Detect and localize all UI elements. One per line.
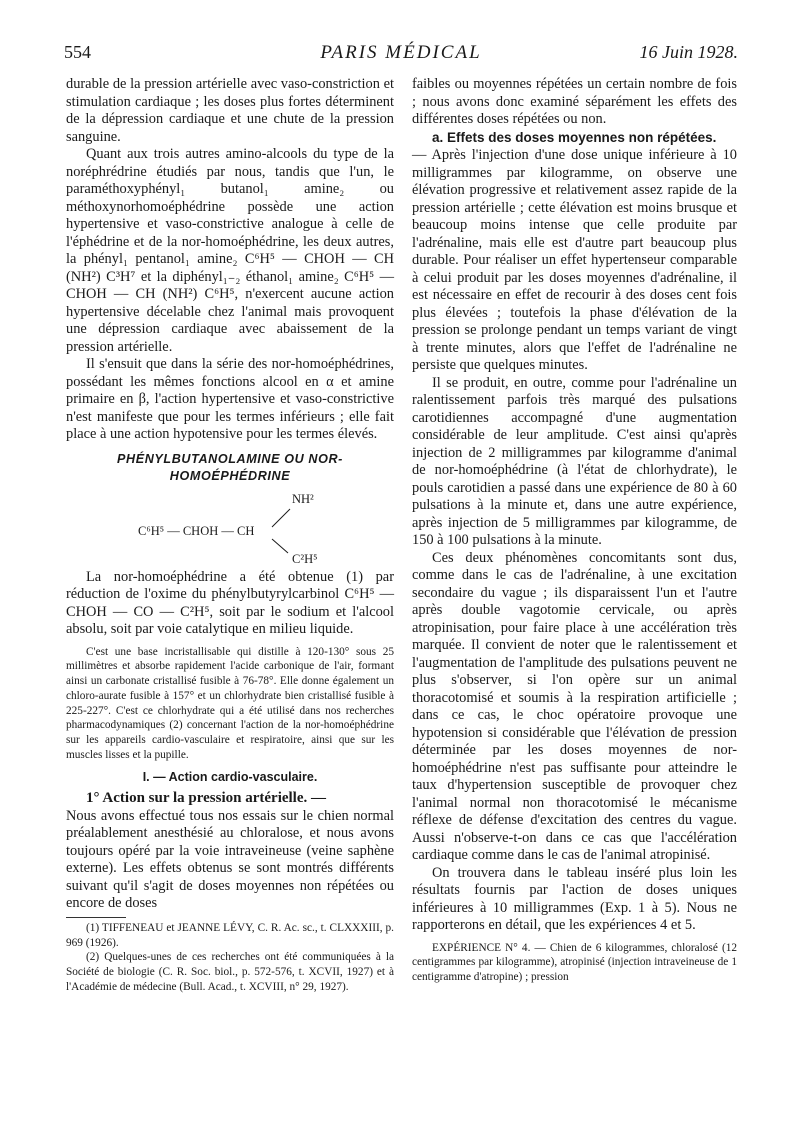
paragraph: Il se produit, en outre, comme pour l'adrénaline un ralentissement parfois très marqué des pulsations carotidiennes accompagné d'une augmentation considérable de leur amplitude. C'est ainsi qu'après injection de 2 milligrammes par kilogramme d'animal de nor-homoéphédrine (à l'état de chlorhydrate), le pouls carotidien a passé dans une expérience de 80 à 60 pulsations à la minute et, dans une autre expérience, après injection de 5 milligrammes par kilogramme, de 150 à 100 pulsations à la minute. bbox=[412, 374, 737, 548]
paragraph: Nous avons effectué tous nos essais sur le chien normal préalablement anesthésié au chloralose, et nous avons toujours opéré par la voie intraveineuse (veine saphène externe). Les effets obtenus se sont montrés différents suivant qu'il s'agit de doses moyennes non répétées ou encore de doses bbox=[66, 807, 394, 912]
left-column bbox=[66, 76, 394, 995]
journal-title: PARIS MÉDICAL bbox=[320, 42, 482, 63]
paragraph: Ces deux phénomènes concomitants sont dus, comme dans le cas de l'adrénaline, à une excitation secondaire du vague ; ils disparaissent l'un et l'autre après double vagotomie cervicale, ou après atropinisation, pour faire place à une accélération très marquée. Il convient de noter que le ralentissement et l'augmentation de l'amplitude des pulsations peuvent ne plus s'observer, si l'on opère sur un animal thoracotomisé et soumis à la respiration artificielle ; dans ce cas, le choc opératoire provoque une hypotension si considérable que l'élévation de pression déterminée par les doses moyennes de nor-homoéphédrine n'est pas suffisante pour atteindre le taux d'hypertension susceptible de provoquer chez l'animal normal non thoracotomisé le mécanisme réflexe de défense d'excitation des centres du vague. Aussi n'observe-t-on dans ce cas que l'accélération cardiaque comme dans le cas de l'animal atropinisé. bbox=[412, 549, 737, 863]
subsection-heading: a. Effets des doses moyennes non répétées. bbox=[432, 129, 717, 145]
paragraph: Quant aux trois autres amino-alcools du type de la noréphrédrine étudiés par nous, tandis que l'un, le paraméthoxyphényl₁ butanol₁ amine₂ ou méthoxynorhomoéphédrine possède une action hypertensive et vaso-constrictive analogue à celle de l'éphédrine et de la nor-homoéphédrine, les deux autres, la phényl₁ pentanol₁ amine₂ C⁶H⁵ — CHOH — CH (NH²) C³H⁷ et la diphényl₁₋₂ éthanol₁ amine₂ C⁶H⁵ — CHOH — CH (NH²) C⁶H⁵, n'exercent aucune action hypertensive décelable chez l'animal mais provoquent une dépression cardiaque avec abaissement de la pression artérielle. bbox=[66, 146, 394, 355]
chemical-formula bbox=[66, 487, 394, 569]
formula-amine-group: NH² bbox=[292, 491, 314, 506]
right-column bbox=[412, 76, 737, 985]
paragraph: — Après l'injection d'une dose unique inférieure à 10 milligrammes par kilogramme, on observe une élévation progressive et relativement assez rapide de la pression artérielle ; cette élévation est moins brusque et beaucoup moins intense que celle produite par l'adrénaline, mais elle est d'autre part beaucoup plus durable. Pour réaliser un effet hypertenseur comparable à celui produit par les doses moyennes d'adrénaline, il est nécessaire en effet de recourir à des doses cent fois plus élevées ; toutefois la phase d'élévation de la pression se prolonge pendant un temps variant de vingt à trente minutes, alors que l'effet de l'adrénaline ne persiste que quelques minutes. bbox=[412, 147, 737, 373]
page-number: 554 bbox=[64, 42, 91, 62]
footnote: (1) TIFFENEAU et JEANNE LÉVY, C. R. Ac. sc., t. CLXXXIII, p. 969 (1926). bbox=[66, 921, 394, 949]
footnote-divider bbox=[66, 917, 126, 918]
small-print-paragraph: C'est une base incristallisable qui distille à 120-130° sous 25 millimètres et absorbe rapidement l'acide carbonique de l'air, formant ainsi un carbonate cristallisé fusible à 76-78°. Elle donne également un chloro-aurate fusible à 157° et un chlorhydrate bien cristallisé fusible à 225-227°. C'est ce chlorhydrate qui a été utilisé dans nos recherches pharmacodynamiques (2) concernant l'action de la nor-homoéphédrine sur les appareils cardio-vasculaire et respiratoire, ainsi que sur les muscles lisses et la pupille. bbox=[66, 645, 394, 762]
formula-ethyl-group: C²H⁵ bbox=[292, 551, 318, 566]
experiment-note: EXPÉRIENCE N° 4. — Chien de 6 kilogrammes, chloralosé (12 centigrammes par kilogramme), atropinisé (injection intraveineuse de 1 centigramme d'atropine) ; pression bbox=[412, 941, 737, 984]
section-title: PHÉNYLBUTANOLAMINE OU NOR-HOMOÉPHÉDRINE bbox=[117, 451, 343, 483]
paragraph: La nor-homoéphédrine a été obtenue (1) par réduction de l'oxime du phénylbutyrylcarbinol C⁶H⁵ — CHOH — CO — C²H⁵, soit par le sodium et l'alcool absolu, soit par voie catalytique en milieu liquide. bbox=[66, 568, 394, 637]
formula-main-chain: C⁶H⁵ — CHOH — CH bbox=[138, 523, 255, 538]
paragraph: On trouvera dans le tableau inséré plus loin les résultats fournis par l'action de doses uniques inférieures à 10 milligrammes (Exp. 1 à 5). Nous ne rapporterons en détail, que les expériences 4 et 5. bbox=[412, 864, 737, 933]
subsection-heading: 1° Action sur la pression artérielle. — bbox=[86, 790, 327, 807]
paragraph: Il s'ensuit que dans la série des nor-homoéphédrines, possédant les mêmes fonctions alcool en α et amine primaire en β, l'action hypertensive et vaso-constrictive n'est manifeste que pour les termes inférieurs ; elle fait place à une action hypotensive pour les termes élevés. bbox=[66, 356, 394, 442]
paragraph: durable de la pression artérielle avec vaso-constriction et stimulation cardiaque ; les doses plus fortes déterminent de la dépression cardiaque et une chute de la pression sanguine. bbox=[66, 76, 394, 145]
running-header bbox=[64, 42, 738, 68]
issue-date: 16 Juin 1928. bbox=[639, 42, 738, 62]
paragraph: faibles ou moyennes répétées un certain nombre de fois ; nous avons donc examiné séparément les effets des différentes doses répétées ou non. bbox=[412, 76, 737, 127]
footnote: (2) Quelques-unes de ces recherches ont été communiquées à la Société de biologie (C. R. Soc. biol., p. 572-576, t. XCVII, 1927) et à l'Académie de médecine (Bull. Acad., t. XCVIII, n° 29, 1927). bbox=[66, 951, 394, 994]
section-heading: I. — Action cardio-vasculaire. bbox=[142, 769, 318, 784]
